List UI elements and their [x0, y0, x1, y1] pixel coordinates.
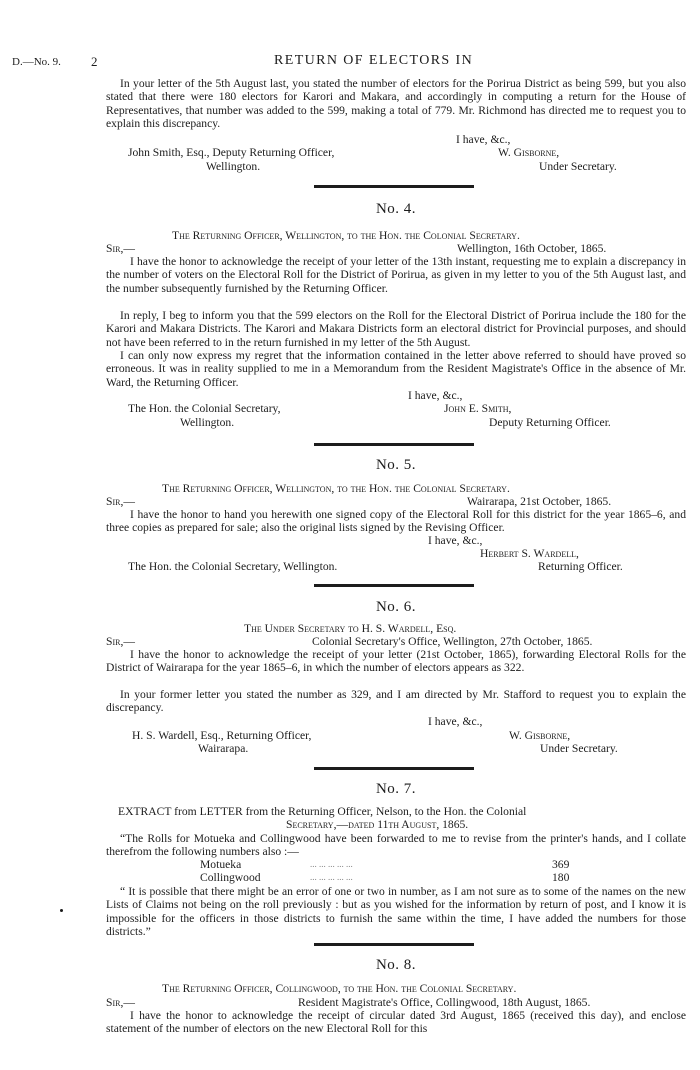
place-date-no5: Wairarapa, 21st October, 1865.: [467, 495, 612, 508]
paragraph-no6-1: I have the honor to acknowledge the receipt of your letter (21st October, 1865), forwarding Electoral Rolls for the District of Wairarapa for the year 1865–6, in which the number of electors appears as 322.: [106, 648, 686, 675]
letter-heading-no6: No. 6.: [375, 599, 417, 615]
place-date-no6: Colonial Secretary's Office, Wellington, 27th October, 1865.: [312, 635, 593, 648]
section-divider: [314, 443, 474, 446]
place-date-no4: Wellington, 16th October, 1865.: [457, 242, 607, 255]
signer-no4: John E. Smith,: [444, 402, 512, 415]
signer-title-no5: Returning Officer.: [538, 560, 623, 573]
signer-title-no4: Deputy Returning Officer.: [489, 416, 611, 429]
intro-signer-title: Under Secretary.: [539, 160, 617, 173]
extract-heading-line2: Secretary,—dated 11th August, 1865.: [286, 818, 469, 831]
count-row-value: 369: [552, 858, 570, 871]
addressee-city-no4: Wellington.: [180, 416, 235, 429]
addressee-no5: The Hon. the Colonial Secretary, Wellington.: [128, 560, 338, 573]
salutation-no6: Sir,—: [106, 635, 135, 648]
addressee-no6: H. S. Wardell, Esq., Returning Officer,: [132, 729, 312, 742]
section-divider: [314, 943, 474, 946]
letter-heading-no8: No. 8.: [375, 957, 417, 973]
closing-no5: I have, &c.,: [428, 534, 483, 547]
paragraph-no8-1: I have the honor to acknowledge the receipt of circular dated 3rd August, 1865 (received this day), and enclose statement of the number of electors on the new Electoral Roll for this: [106, 1009, 686, 1036]
addressee-no4: The Hon. the Colonial Secretary,: [128, 402, 281, 415]
document-reference: D.—No. 9.: [12, 56, 61, 68]
paragraph-no6-2: In your former letter you stated the number as 329, and I am directed by Mr. Stafford to request you to explain the discrepancy.: [106, 688, 686, 715]
closing-no4: I have, &c.,: [408, 389, 463, 402]
letter-subtitle-no8: The Returning Officer, Collingwood, to the Hon. the Colonial Secretary.: [162, 982, 517, 995]
addressee-city-no6: Wairarapa.: [198, 742, 249, 755]
salutation-no4: Sir,—: [106, 242, 135, 255]
intro-signer: W. Gisborne,: [498, 146, 560, 159]
signer-no5: Herbert S. Wardell,: [480, 547, 579, 560]
intro-addressee: John Smith, Esq., Deputy Returning Officer,: [128, 146, 335, 159]
paragraph-no7-1: “The Rolls for Motueka and Collingwood have been forwarded to me to revise from the printer's hands, and I collate therefrom the following numbers also :—: [106, 832, 686, 859]
letter-heading-no7: No. 7.: [375, 781, 417, 797]
margin-dot: [60, 909, 63, 912]
count-row-leader: ... ... ... ... ...: [310, 872, 353, 882]
count-row-value: 180: [552, 871, 570, 884]
intro-closing: I have, &c.,: [456, 133, 511, 146]
page-number: 2: [91, 54, 98, 69]
letter-heading-no4: No. 4.: [375, 201, 417, 217]
count-row-leader: ... ... ... ... ...: [310, 859, 353, 869]
salutation-no8: Sir,—: [106, 996, 135, 1009]
paragraph-no4-2: In reply, I beg to inform you that the 599 electors on the Roll for the Electoral District of Porirua include the 180 for the Karori and Makara Districts. The Karori and Makara Districts form an electoral district for Provincial purposes, and should not have been referred to in the return furnished in my letter of the 5th August.: [106, 309, 686, 349]
count-row-place: Motueka: [200, 858, 242, 871]
section-divider: [314, 584, 474, 587]
signer-title-no6: Under Secretary.: [540, 742, 618, 755]
section-divider: [314, 767, 474, 770]
intro-addressee-city: Wellington.: [206, 160, 261, 173]
paragraph-no5-1: I have the honor to hand you herewith one signed copy of the Electoral Roll for this district for the year 1865–6, and three copies as prepared for sale; also the original lists signed by the Revising Officer.: [106, 508, 686, 535]
letter-subtitle-no5: The Returning Officer, Wellington, to the Hon. the Colonial Secretary.: [162, 482, 510, 495]
salutation-no5: Sir,—: [106, 495, 135, 508]
section-divider: [314, 185, 474, 188]
letter-heading-no5: No. 5.: [375, 457, 417, 473]
place-date-no8: Resident Magistrate's Office, Collingwood, 18th August, 1865.: [298, 996, 591, 1009]
intro-paragraph: In your letter of the 5th August last, you stated the number of electors for the Porirua District as being 599, but you also stated that there were 180 electors for Karori and Makara, and accordingly in computing a return for the House of Representatives, that number was added to the 599, making a total of 779. Mr. Richmond has directed me to request you to explain this discrepancy.: [106, 77, 686, 130]
paragraph-no4-1: I have the honor to acknowledge the receipt of your letter of the 13th instant, requesting me to explain a discrepancy in the number of voters on the Electoral Roll for the District of Porirua, as given in my letter to you of the 5th August last, and the number subsequently furnished by the Returning Officer.: [106, 255, 686, 295]
signer-no6: W. Gisborne,: [509, 729, 571, 742]
count-row-place: Collingwood: [200, 871, 261, 884]
page-title: RETURN OF ELECTORS IN: [274, 53, 474, 68]
closing-no6: I have, &c.,: [428, 715, 483, 728]
letter-subtitle-no6: The Under Secretary to H. S. Wardell, Esq.: [244, 622, 457, 635]
letter-subtitle-no4: The Returning Officer, Wellington, to the Hon. the Colonial Secretary.: [172, 229, 520, 242]
paragraph-no7-2: “ It is possible that there might be an error of one or two in number, as I am not sure as to some of the names on the new Lists of Claims not being on the roll previously : but as you wished for the information by return of post, and I know it is impossible for the officers in those districts to furnish the same within the time, I have added the numbers for those districts.”: [106, 885, 686, 938]
paragraph-no4-3: I can only now express my regret that the information contained in the letter above referred to should have proved so erroneous. It was in reality supplied to me in a Memorandum from the Resident Magistrate's Office in the absence of Mr. Ward, the Returning Officer.: [106, 349, 686, 389]
extract-heading-line1: EXTRACT from LETTER from the Returning Officer, Nelson, to the Hon. the Colonial: [118, 805, 527, 818]
